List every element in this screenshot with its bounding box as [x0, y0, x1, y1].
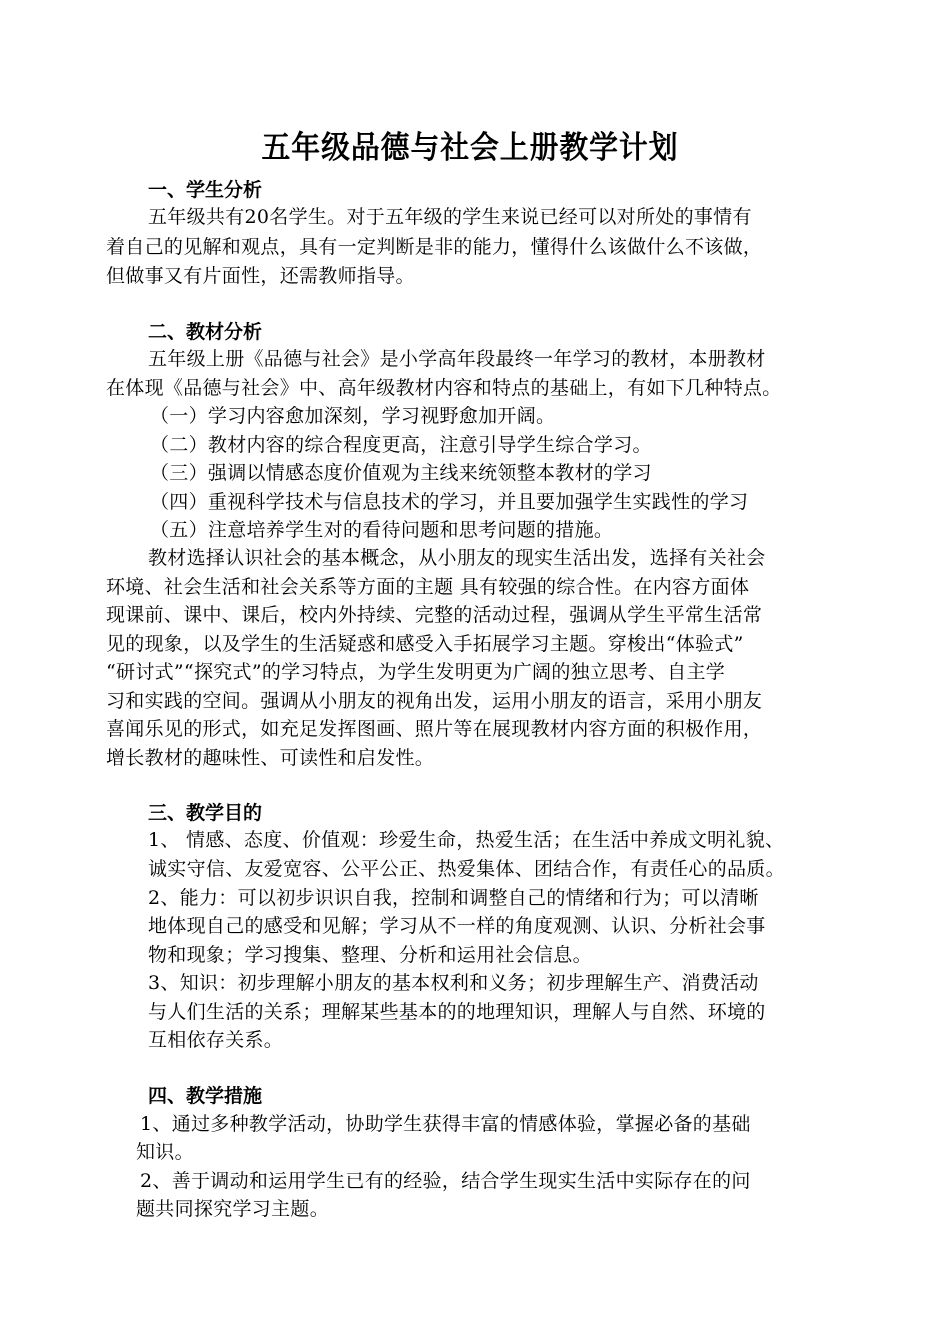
paragraph-line: 教材选择认识社会的基本概念，从小朋友的现实生活出发，选择有关社会: [148, 547, 766, 569]
list-item: 2、能力：可以初步识识自我，控制和调整自己的情绪和行为；可以清晰: [148, 887, 759, 909]
list-item: 1、通过多种教学活动，协助学生获得丰富的情感体验，掌握必备的基础: [140, 1113, 751, 1135]
list-item: 地体现自己的感受和见解；学习从不一样的角度观测、认识、分析社会事: [148, 915, 766, 937]
paragraph-line: 见的现象，以及学生的生活疑惑和感受入手拓展学习主题。穿梭出“体验式”: [106, 633, 744, 655]
list-item: 物和现象；学习搜集、整理、分析和运用社会信息。: [148, 944, 592, 966]
section-heading-student-analysis: 一、学生分析: [148, 179, 263, 201]
list-item: （一）学习内容愈加深刻，学习视野愈加开阔。: [150, 405, 556, 427]
paragraph-line: 着自己的见解和观点，具有一定判断是非的能力，懂得什么该做什么不该做，: [106, 236, 763, 258]
list-item: 1、 情感、态度、价值观：珍爱生命，热爱生活；在生活中养成文明礼貌、: [148, 829, 785, 851]
list-item: （二）教材内容的综合程度更高，注意引导学生综合学习。: [150, 434, 652, 456]
paragraph-line: 但做事又有片面性，还需教师指导。: [106, 265, 415, 287]
paragraph-line: 五年级上册《品德与社会》是小学高年段最终一年学习的教材，本册教材: [148, 348, 766, 370]
paragraph-line: 环境、社会生活和社会关系等方面的主题 具有较强的综合性。在内容方面体: [106, 576, 750, 598]
paragraph-line: 在体现《品德与社会》中、高年级教材内容和特点的基础上，有如下几种特点。: [106, 377, 782, 399]
paragraph-line: 习和实践的空间。强调从小朋友的视角出发，运用小朋友的语言，采用小朋友: [106, 690, 763, 712]
paragraph-line: 现课前、课中、课后，校内外持续、完整的活动过程，强调从学生平常生活常: [106, 604, 763, 626]
list-item: 2、善于调动和运用学生已有的经验，结合学生现实生活中实际存在的问: [140, 1170, 751, 1192]
paragraph-line: 喜闻乐见的形式，如充足发挥图画、照片等在展现教材内容方面的积极作用，: [106, 718, 763, 740]
list-item: 知识。: [136, 1141, 194, 1163]
paragraph-line: 五年级共有20名学生。对于五年级的学生来说已经可以对所处的事情有: [148, 206, 752, 228]
section-heading-teaching-measures: 四、教学措施: [148, 1085, 263, 1107]
paragraph-line: “研讨式”“探究式”的学习特点，为学生发明更为广阔的独立思考、自主学: [106, 661, 726, 683]
list-item: 与人们生活的关系；理解某些基本的的地理知识，理解人与自然、环境的: [148, 1001, 766, 1023]
paragraph-line: 增长教材的趣味性、可读性和启发性。: [106, 747, 435, 769]
list-item: 3、知识：初步理解小朋友的基本权利和义务；初步理解生产、消费活动: [148, 972, 759, 994]
document-title: 五年级品德与社会上册教学计划: [261, 130, 679, 166]
list-item: （三）强调以情感态度价值观为主线来统领整本教材的学习: [150, 462, 652, 484]
section-heading-teaching-goals: 三、教学目的: [148, 802, 263, 824]
list-item: （四）重视科学技术与信息技术的学习，并且要加强学生实践性的学习: [150, 491, 749, 513]
list-item: 诚实守信、友爱宽容、公平公正、热爱集体、团结合作，有责任心的品质。: [148, 858, 785, 880]
list-item: 题共同探究学习主题。: [136, 1198, 330, 1220]
section-heading-textbook-analysis: 二、教材分析: [148, 321, 263, 343]
list-item: （五）注意培养学生对的看待问题和思考问题的措施。: [150, 519, 614, 541]
list-item: 互相依存关系。: [148, 1029, 284, 1051]
